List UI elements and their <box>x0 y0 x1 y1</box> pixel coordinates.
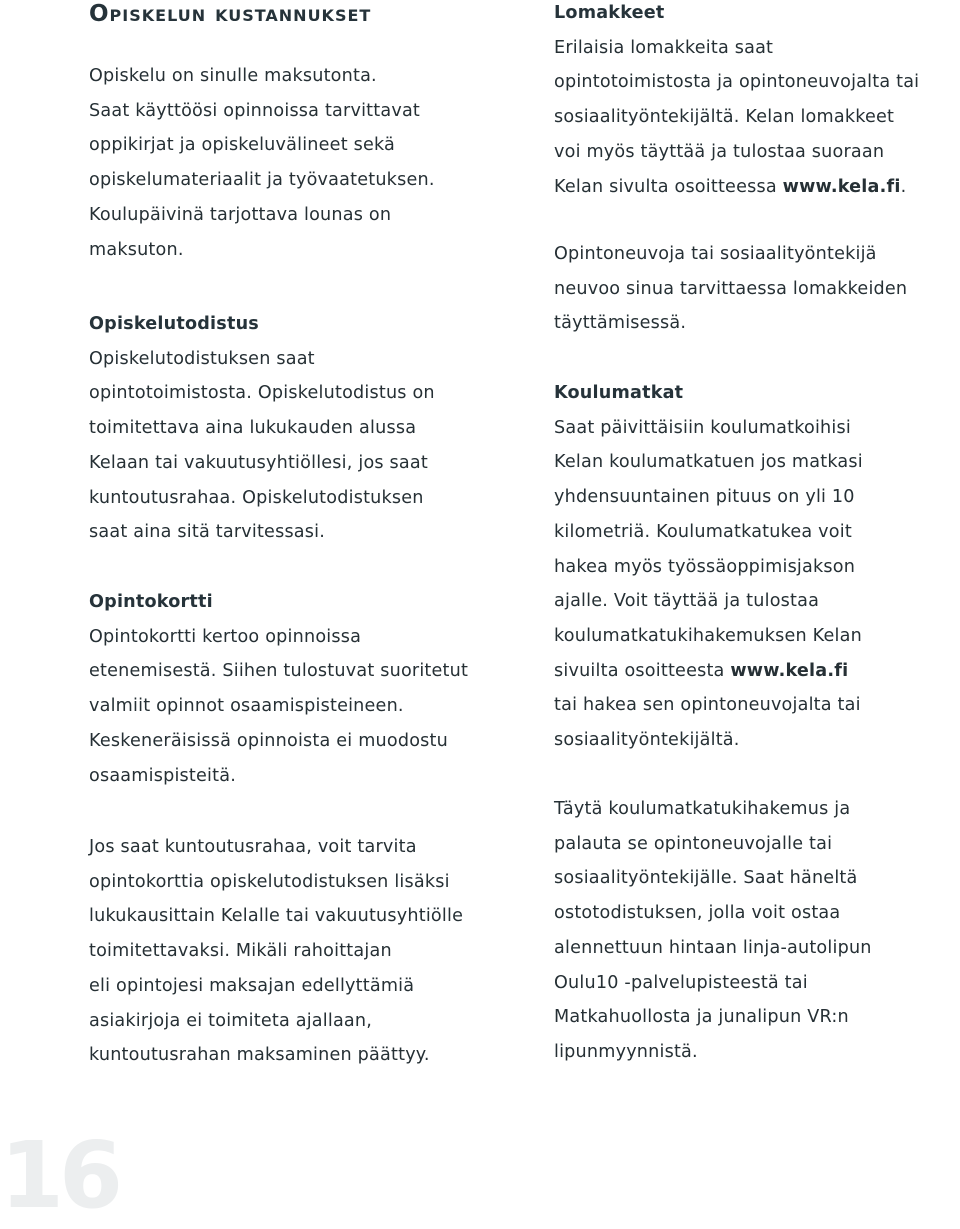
intro-text: Opiskelu on sinulle maksutonta. Saat käyttöösi opinnoissa tarvittavat oppikirjat ja opiskeluvälineet sekä opiskelumateriaalit ja työvaatetuksen. Koulupäivinä tarjottava lounas on maksuton. <box>89 66 435 260</box>
closing-block <box>89 830 529 1073</box>
intro-block <box>89 59 529 267</box>
page-title: Opiskelun kustannukset <box>89 1 372 27</box>
page-number: 16 <box>0 1122 119 1229</box>
lomakkeet-help-block <box>554 237 954 341</box>
koulumatkat-text <box>554 411 954 758</box>
lomakkeet-body: Erilaisia lomakkeita saat opintotoimistosta ja opintoneuvojalta tai sosiaalityöntekijältä. Kelan lomakkeet voi myös täyttää ja tulostaa suoraan Kelan sivulta osoitteessa <box>554 37 920 197</box>
lomakkeet-heading: Lomakkeet <box>554 3 665 23</box>
lomakkeet-period: . <box>900 176 907 197</box>
opiskelutodistus-text: Opiskelutodistuksen saat opintotoimistosta. Opiskelutodistus on toimitettava aina lukukauden alussa Kelaan tai vakuutusyhtiöllesi, jos saat kuntoutusrahaa. Opiskelutodistuksen saat aina sitä tarvitessasi. <box>89 348 435 543</box>
koulumatkat-extra-text: Täytä koulumatkatukihakemus ja palauta se opintoneuvojalle tai sosiaalityöntekijälle. Saat häneltä ostotodistuksen, jolla voit ostaa alennettuun hintaan linja-autolipun Oulu10 -palvelupisteestä tai Matkahuollosta ja junalipun VR:n lipunmyynnistä. <box>554 799 872 1062</box>
opiskelutodistus-section <box>89 307 529 550</box>
closing-text: Jos saat kuntoutusrahaa, voit tarvita opintokorttia opiskelutodistuksen lisäksi lukukausittain Kelalle tai vakuutusyhtiölle toimitettavaksi. Mikäli rahoittajan eli opintojesi maksajan edellyttämiä asiakirjoja ei toimiteta ajallaan, kuntoutusrahan maksaminen päättyy. <box>89 837 464 1066</box>
lomakkeet-section <box>554 0 954 204</box>
opintokortti-heading: Opintokortti <box>89 592 213 612</box>
opiskelutodistus-heading: Opiskelutodistus <box>89 314 259 334</box>
opintokortti-section <box>89 585 529 793</box>
koulumatkat-after: tai hakea sen opintoneuvojalta tai sosiaalityöntekijältä. <box>554 695 861 751</box>
koulumatkat-section <box>554 376 954 758</box>
lomakkeet-help-text: Opintoneuvoja tai sosiaalityöntekijä neuvoo sinua tarvittaessa lomakkeiden täyttämisessä. <box>554 244 908 334</box>
koulumatkat-body: Saat päivittäisiin koulumatkoihisi Kelan koulumatkatuen jos matkasi yhdensuuntainen pituus on yli 10 kilometriä. Koulumatkatukea voit hakea myös työssäoppimisjakson ajalle. Voit täyttää ja tulostaa koulumatkatukihakemuksen Kelan sivuilta osoitteesta <box>554 417 863 681</box>
koulumatkat-heading: Koulumatkat <box>554 383 684 403</box>
koulumatkat-extra-block <box>554 792 954 1070</box>
opintokortti-text: Opintokortti kertoo opinnoissa etenemisestä. Siihen tulostuvat suoritetut valmiit opinnot osaamispisteineen. Keskeneräisissä opinnoista ei muodostu osaamispisteitä. <box>89 626 469 786</box>
kela-link-1[interactable]: www.kela.fi <box>782 176 901 197</box>
lomakkeet-text <box>554 31 954 205</box>
kela-link-2[interactable]: www.kela.fi <box>730 660 849 681</box>
